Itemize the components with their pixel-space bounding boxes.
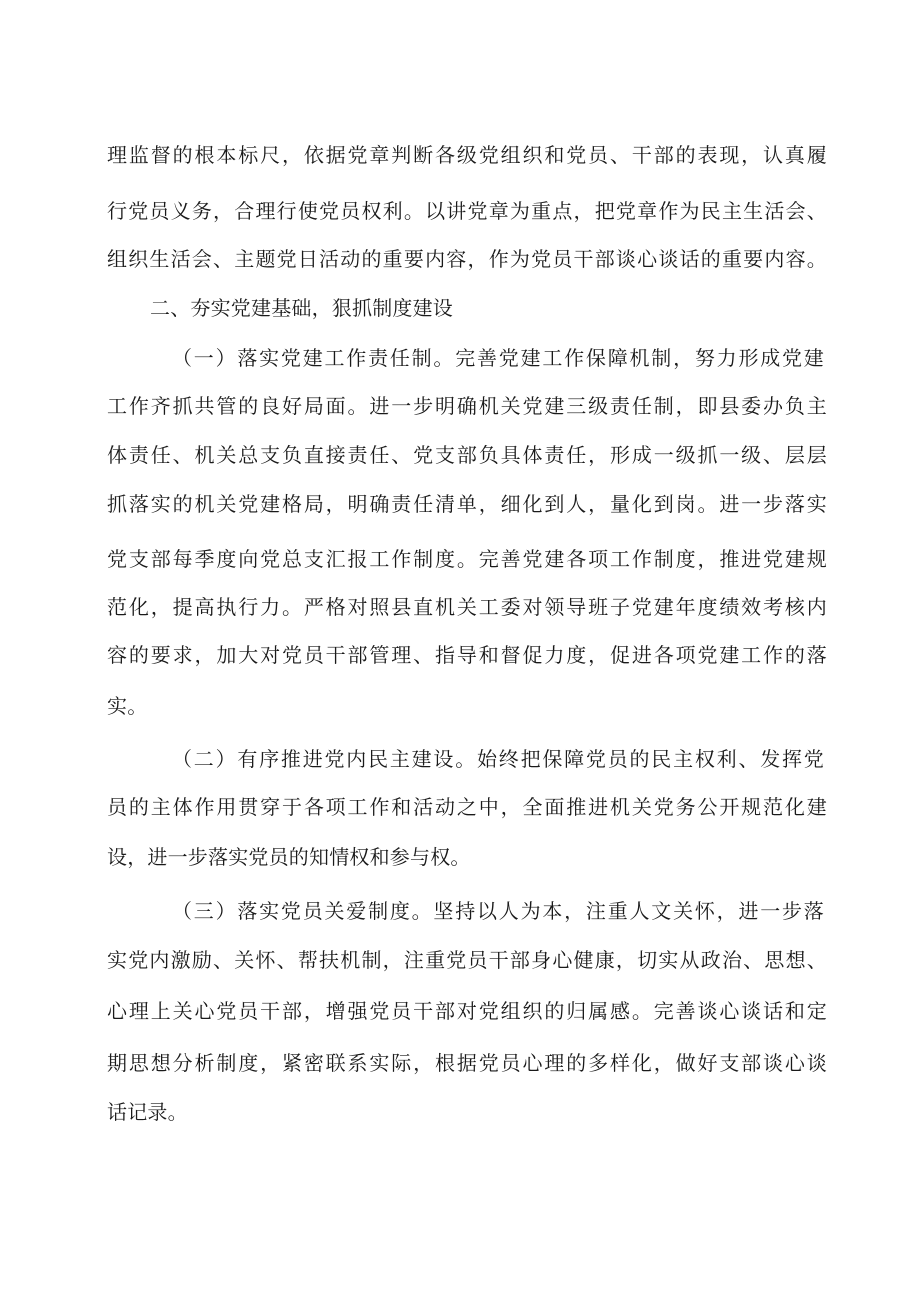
paragraph-3-line: 实党内激励、关怀、帮扶机制，注重党员干部身心健康，切实从政治、思想、 (107, 948, 827, 972)
paragraph-3-line: 心理上关心党员干部，增强党员干部对党组织的归属感。完善谈心谈话和定 (107, 999, 827, 1023)
paragraph-2-line: （二）有序推进党内民主建设。始终把保障党员的民主权利、发挥党 (172, 747, 824, 771)
paragraph-3-line: 期思想分析制度，紧密联系实际，根据党员心理的多样化，做好支部谈心谈 (107, 1051, 827, 1075)
paragraph-1-line: 党支部每季度向党总支汇报工作制度。完善党建各项工作制度，推进党建规 (107, 547, 827, 571)
paragraph-intro-line: 行党员义务，合理行使党员权利。以讲党章为重点，把党章作为民主生活会、 (107, 199, 827, 223)
paragraph-1-line: 体责任、机关总支负直接责任、党支部负具体责任，形成一级抓一级、层层 (107, 443, 827, 467)
paragraph-1-line: （一）落实党建工作责任制。完善党建工作保障机制，努力形成党建 (172, 346, 824, 370)
paragraph-1-line: 工作齐抓共管的良好局面。进一步明确机关党建三级责任制，即县委办负主 (107, 394, 827, 418)
paragraph-1-line: 抓落实的机关党建格局，明确责任清单，细化到人，量化到岗。进一步落实 (107, 492, 827, 516)
paragraph-3-line: 话记录。 (107, 1100, 188, 1124)
paragraph-intro-line: 组织生活会、主题党日活动的重要内容，作为党员干部谈心谈话的重要内容。 (107, 247, 827, 271)
paragraph-2-line: 设，进一步落实党员的知情权和参与权。 (107, 845, 471, 869)
paragraph-intro-line: 理监督的根本标尺，依据党章判断各级党组织和党员、干部的表现，认真履 (107, 143, 827, 167)
paragraph-2-line: 员的主体作用贯穿于各项工作和活动之中，全面推进机关党务公开规范化建 (107, 795, 827, 819)
paragraph-3-line: （三）落实党员关爱制度。坚持以人为本，注重人文关怀，进一步落 (172, 899, 824, 923)
section-heading: 二、夯实党建基础，狠抓制度建设 (150, 296, 453, 320)
paragraph-1-line: 范化，提高执行力。严格对照县直机关工委对领导班子党建年度绩效考核内 (107, 595, 827, 619)
paragraph-1-line: 实。 (107, 694, 148, 718)
paragraph-1-line: 容的要求，加大对党员干部管理、指导和督促力度，促进各项党建工作的落 (107, 643, 827, 667)
